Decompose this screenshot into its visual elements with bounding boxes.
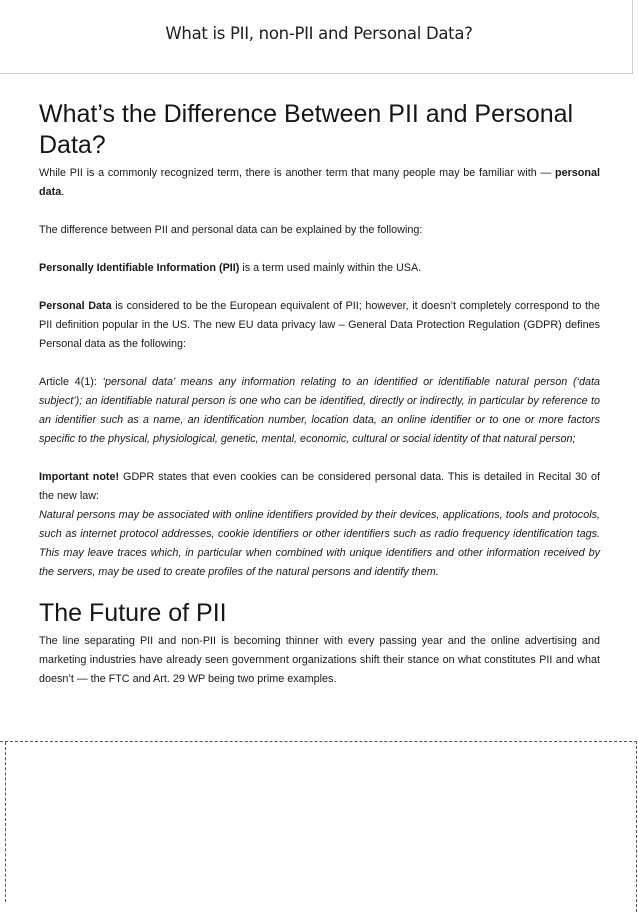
pii-text: is a term used mainly within the USA. — [239, 262, 422, 274]
paragraph-personal-data — [39, 297, 600, 354]
section-heading-difference: What’s the Difference Between PII and Personal Data? — [39, 100, 574, 159]
intro-text: While PII is a commonly recognized term, there is another term that many people may be familiar with — — [39, 167, 555, 179]
section-heading-future: The Future of PII — [39, 599, 227, 627]
page-header-title: What is PII, non-PII and Personal Data? — [165, 24, 473, 43]
paragraph-article-quote — [39, 373, 600, 449]
page-break-left-edge — [5, 742, 6, 902]
paragraph-difference: The difference between PII and personal data can be explained by the following: — [39, 224, 423, 236]
paragraph-future: The line separating PII and non-PII is becoming thinner with every passing year and the online advertising and marketing industries have already seen government organizations shift their stance on what constitutes PII and what doesn’t — the FTC and Art. 29 WP being two prime examples. — [39, 635, 600, 685]
article-body — [39, 99, 600, 689]
paragraph-intro — [39, 164, 600, 202]
paragraph-recital-quote — [39, 506, 600, 582]
recital-quote: Natural persons may be associated with online identifiers provided by their devices, applications, tools and protocols, such as internet protocol addresses, cookie identifiers or other identifiers such as radio frequency identification tags. This may leave traces which, in particular when combined with unique identifiers and other information received by the servers, may be used to create profiles of the natural persons and identify them. — [39, 509, 600, 578]
pii-bold-term: Personally Identifiable Information (PII) — [39, 262, 240, 274]
article-quote: ‘personal data’ means any information relating to an identified or identifiable natural person (‘data subject’); an identifiable natural person is one who can be identified, directly or indirectly, in particular by reference to an identifier such as a name, an identification number, location data, an online identifier or to one or more factors specific to the physical, physiological, genetic, mental, economic, cultural or social identity of that natural person; — [39, 376, 600, 445]
personal-data-bold-term: Personal Data — [39, 300, 112, 312]
paragraph-pii-definition — [39, 259, 600, 278]
important-note-label: Important note! — [39, 471, 120, 483]
paragraph-important-note — [39, 468, 600, 506]
important-note-text: GDPR states that even cookies can be considered personal data. This is detailed in Recital 30 of the new law: — [39, 471, 600, 502]
article-prefix: Article 4(1): — [39, 376, 103, 388]
page-break-frame — [0, 741, 637, 912]
personal-data-text: is considered to be the European equivalent of PII; however, it doesn’t completely correspond to the PII definition popular in the US. The new EU data privacy law – General Data Protection Regulation (GDPR) defines Personal data as the following: — [39, 300, 600, 350]
intro-end: . — [61, 186, 65, 198]
intro-bold-term: personal data — [39, 167, 600, 198]
